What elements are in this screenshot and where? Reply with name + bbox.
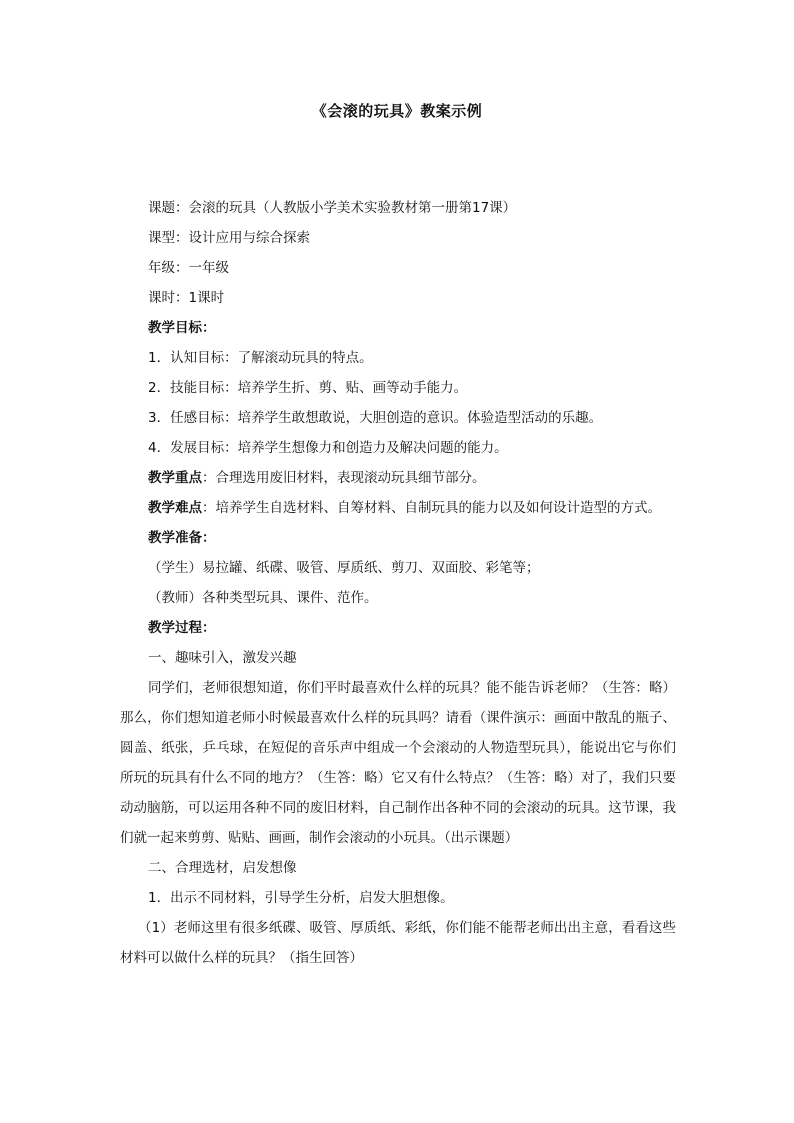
info-grade: 年级：一年级 (148, 260, 229, 276)
difficulty-label: 教学难点 (148, 500, 202, 516)
objective-item-1: 1．认知目标：了解滚动玩具的特点。 (148, 350, 373, 366)
document-body (120, 193, 676, 973)
info-type: 课型：设计应用与综合探索 (148, 230, 310, 246)
info-topic: 课题：会滚的玩具（人教版小学美术实验教材第一册第17课） (148, 200, 517, 216)
key-point (120, 463, 676, 493)
objectives-heading: 教学目标： (148, 320, 216, 336)
process-step2-sub1: （1）老师这里有很多纸碟、吸管、厚质纸、彩纸，你们能不能帮老师出出主意，看看这些材料可以做什么样的玩具？（指生回答） (120, 920, 676, 966)
objective-item-3: 3．任感目标：培养学生敢想敢说，大胆创造的意识。体验造型活动的乐趣。 (148, 410, 603, 426)
key-point-text: ：合理选用废旧材料，表现滚动玩具细节部分。 (202, 470, 486, 486)
preparation-item-1: （学生）易拉罐、纸碟、吸管、厚质纸、剪刀、双面胶、彩笔等； (148, 560, 540, 576)
process-step2-title: 二、合理选材，启发想像 (148, 860, 297, 876)
key-point-label: 教学重点 (148, 470, 202, 486)
objective-item-4: 4．发展目标：培养学生想像力和创造力及解决问题的能力。 (148, 440, 508, 456)
document-title: 《会滚的玩具》教案示例 (311, 102, 483, 120)
process-heading: 教学过程： (148, 620, 216, 636)
info-hours: 课时：1课时 (148, 290, 225, 306)
process-step1-text: 同学们，老师很想知道，你们平时最喜欢什么样的玩具？能不能告诉老师？（生答：略）那么，你们想知道老师小时候最喜欢什么样的玩具吗？请看（课件演示：画面中散乱的瓶子、圆盖、纸张，乒乓球，在短促的音乐声中组成一个会滚动的人物造型玩具），能说出它与你们所玩的玩具有什么不同的地方？（生答：略）它又有什么特点？（生答：略）对了，我们只要动动脑筋，可以运用各种不同的废旧材料，自己制作出各种不同的会滚动的玩具。这节课，我们就一起来剪剪、贴贴、画画，制作会滚动的小玩具。（出示课题） (120, 680, 676, 846)
preparation-item-2: （教师）各种类型玩具、课件、范作。 (148, 590, 378, 606)
difficulty-text: ：培养学生自选材料、自筹材料、自制玩具的能力以及如何设计造型的方式。 (202, 500, 661, 516)
difficulty (120, 493, 676, 523)
objective-item-2: 2．技能目标：培养学生折、剪、贴、画等动手能力。 (148, 380, 468, 396)
process-step2-item1: 1．出示不同材料，引导学生分析，启发大胆想像。 (148, 890, 454, 906)
process-step1-title: 一、趣味引入，激发兴趣 (148, 650, 297, 666)
preparation-heading: 教学准备： (148, 530, 216, 546)
